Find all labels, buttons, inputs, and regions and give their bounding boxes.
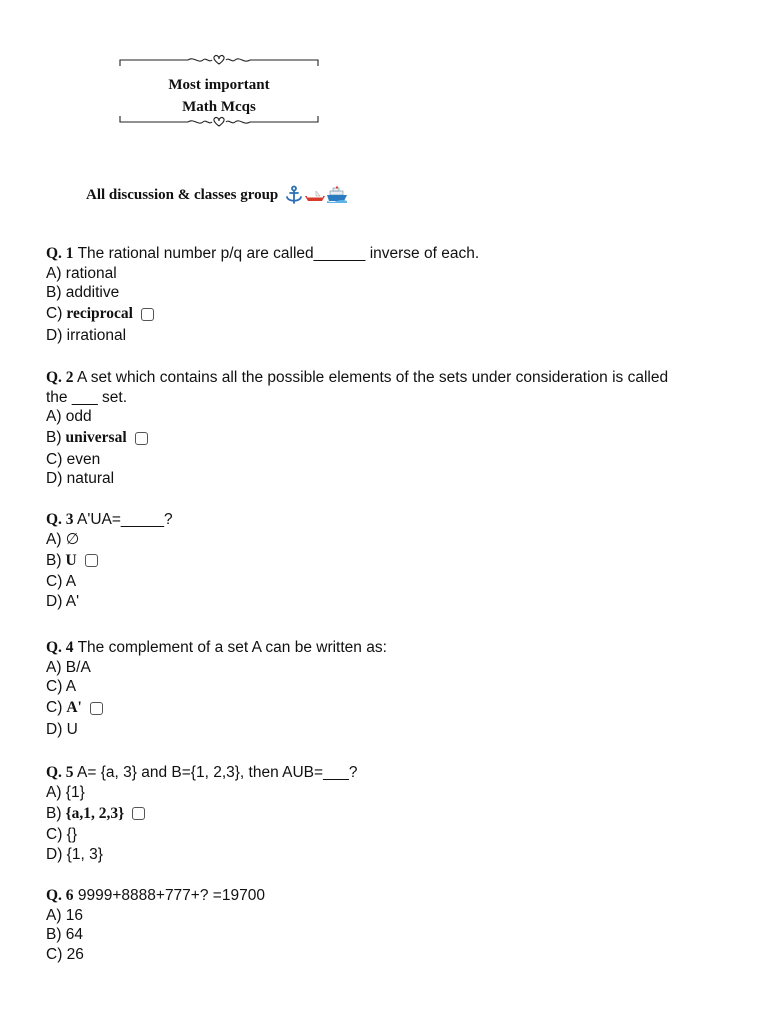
title-line-2: Math Mcqs [182, 99, 256, 115]
option-a [46, 906, 718, 926]
option-b [46, 427, 718, 450]
option-label: C) 26 [46, 945, 84, 963]
question-text: The rational number p/q are called______ inverse of each. [77, 245, 480, 262]
question-6 [46, 886, 718, 964]
option-d [46, 469, 718, 489]
option-a [46, 658, 718, 678]
option-d [46, 592, 718, 612]
option-d [46, 720, 718, 740]
question-number: Q. 4 [46, 639, 74, 656]
option-label: A) {1} [46, 783, 85, 801]
option-label: C) even [46, 450, 101, 468]
option-label: D) A' [46, 592, 80, 610]
answer-checkbox[interactable] [85, 554, 98, 567]
option-label: C) A [46, 678, 77, 695]
option-label: A) rational [46, 264, 117, 282]
option-label: D) natural [46, 470, 115, 487]
option-label: C) [46, 699, 63, 717]
question-number: Q. 5 [46, 764, 74, 781]
option-c [46, 303, 718, 326]
question-text: 9999+8888+777+? =19700 [77, 887, 265, 904]
group-icons [284, 185, 348, 205]
question-text: A'UA=_____? [77, 511, 173, 528]
option-c [46, 825, 718, 845]
option-c [46, 450, 718, 470]
question-number: Q. 2 [46, 369, 74, 386]
option-a [46, 407, 718, 427]
question-text: A set which contains all the possible elements of the sets under consideration is called [77, 369, 669, 386]
answer-text: A' [66, 699, 82, 717]
question-text: A= {a, 3} and B={1, 2,3}, then AUB=___? [77, 764, 358, 781]
answer-text: reciprocal [66, 305, 133, 323]
ship-icon [326, 186, 348, 204]
option-c [46, 572, 718, 592]
answer-checkbox[interactable] [141, 308, 154, 321]
title-line-1: Most important [168, 77, 270, 93]
option-label: B) additive [46, 284, 120, 301]
option-label: C) A [46, 573, 77, 590]
option-label: A) B/A [46, 658, 91, 676]
question-text-line [46, 510, 718, 530]
option-b [46, 283, 718, 303]
question-2 [46, 368, 718, 489]
option-label: A) ∅ [46, 530, 80, 548]
option-b [46, 549, 718, 572]
option-label: C) {} [46, 826, 78, 843]
question-4 [46, 638, 718, 739]
option-c [46, 945, 718, 965]
answer-checkbox[interactable] [135, 432, 148, 445]
question-text-line [46, 368, 718, 388]
question-number: Q. 6 [46, 887, 74, 904]
question-text-line [46, 763, 718, 783]
question-text-line [46, 886, 718, 906]
answer-text: {a,1, 2,3} [65, 804, 125, 822]
group-label: All discussion & classes group [86, 186, 279, 203]
option-a [46, 530, 718, 550]
question-3 [46, 510, 718, 611]
option-d [46, 845, 718, 865]
option-label: D) U [46, 720, 78, 738]
question-number: Q. 3 [46, 511, 74, 528]
question-number: Q. 1 [46, 245, 74, 262]
option-label: B) [46, 429, 62, 447]
question-5 [46, 763, 718, 864]
option-label: B) [46, 551, 62, 569]
group-line [86, 182, 348, 208]
question-text: The complement of a set A can be written as: [77, 639, 387, 656]
answer-text: universal [65, 429, 127, 447]
option-label: D) {1, 3} [46, 845, 103, 863]
anchor-icon [284, 185, 304, 205]
option-b [46, 925, 718, 945]
answer-checkbox[interactable] [132, 807, 145, 820]
question-text-line [46, 638, 718, 658]
boat-icon [304, 187, 326, 203]
question-text-line-2: the ___ set. [46, 388, 128, 406]
option-label: A) odd [46, 408, 92, 425]
option-a [46, 264, 718, 284]
option-label: A) 16 [46, 906, 84, 924]
option-label: C) [46, 305, 63, 323]
option-label: B) [46, 804, 62, 822]
option-c-answer [46, 697, 718, 720]
option-a [46, 783, 718, 803]
title-frame [118, 50, 320, 132]
option-label: B) 64 [46, 926, 84, 943]
question-1 [46, 244, 718, 345]
answer-text: U [65, 551, 77, 569]
question-text-line [46, 244, 718, 264]
option-b [46, 802, 718, 825]
option-label: D) irrational [46, 326, 127, 344]
option-d [46, 326, 718, 346]
option-c [46, 677, 718, 697]
answer-checkbox[interactable] [90, 702, 103, 715]
